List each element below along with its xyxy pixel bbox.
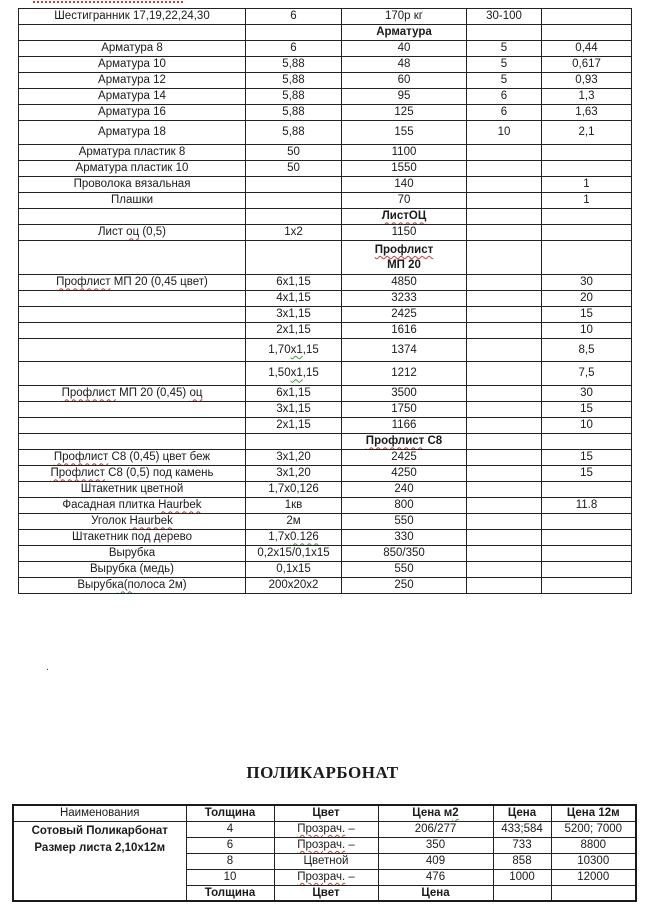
table-row <box>19 41 632 57</box>
polycarbonate-table <box>12 804 637 902</box>
table-cell: 4250 <box>342 466 467 482</box>
table-cell: 1,3 <box>542 89 632 105</box>
table-cell <box>342 209 467 225</box>
table-cell <box>19 578 246 594</box>
table-cell: 5 <box>467 57 542 73</box>
table-row <box>13 805 636 821</box>
table-cell <box>467 514 542 530</box>
table-cell: 2м <box>246 514 342 530</box>
cell-text: Haurbek <box>129 515 173 528</box>
table-cell: 30-100 <box>467 9 542 25</box>
table-cell <box>246 209 342 225</box>
cell-text: Наименования <box>59 807 140 820</box>
cell-text: Прозрач. <box>297 838 346 851</box>
table-cell: 330 <box>342 530 467 546</box>
table-cell <box>19 434 246 450</box>
table-cell: Арматура пластик 10 <box>19 161 246 177</box>
table-cell: 6 <box>246 41 342 57</box>
table-row <box>19 9 632 25</box>
table-row <box>19 530 632 546</box>
cell-text: Haurbek <box>158 499 202 512</box>
table-cell: 3233 <box>342 291 467 307</box>
table-cell: 15 <box>542 450 632 466</box>
table-cell: 1кв <box>246 498 342 514</box>
table-cell <box>493 885 551 901</box>
table-cell <box>551 885 636 901</box>
table-cell <box>467 386 542 402</box>
table-cell: 2х1,15 <box>246 418 342 434</box>
table-cell: 15 <box>542 402 632 418</box>
table-cell <box>467 450 542 466</box>
table-cell <box>246 434 342 450</box>
table-cell <box>246 193 342 209</box>
table-cell: 10 <box>542 418 632 434</box>
table-cell <box>467 498 542 514</box>
table-cell: 140 <box>342 177 467 193</box>
cell-text: (0,5) <box>139 226 166 239</box>
table-cell: 4 <box>186 821 274 837</box>
table-cell: Проволока вязальная <box>19 177 246 193</box>
cell-text: Фасадная плитка <box>62 499 159 512</box>
table-row <box>19 25 632 41</box>
table-cell: 3х1,15 <box>246 307 342 323</box>
table-cell: 550 <box>342 514 467 530</box>
table-cell: 4х1,15 <box>246 291 342 307</box>
table-cell: 70 <box>342 193 467 209</box>
table-cell: 1550 <box>342 161 467 177</box>
table-cell: 6 <box>186 837 274 853</box>
table-cell: 2425 <box>342 450 467 466</box>
table-cell: 250 <box>342 578 467 594</box>
table-cell: 60 <box>342 73 467 89</box>
table-cell <box>246 241 342 275</box>
table-cell: 12000 <box>551 869 636 885</box>
table-cell: 5,88 <box>246 73 342 89</box>
table-row <box>19 434 632 450</box>
table-cell <box>467 291 542 307</box>
table-cell <box>19 339 246 362</box>
table-cell <box>19 498 246 514</box>
cell-text: Профлист <box>50 467 105 480</box>
table-cell: 7,5 <box>542 362 632 386</box>
table-row <box>19 578 632 594</box>
table-cell: Арматура 12 <box>19 73 246 89</box>
table-cell <box>19 275 246 291</box>
cell-text: – <box>345 838 355 851</box>
cell-text: Сотовый Поликарбонат <box>31 824 168 837</box>
table-cell: Арматура 8 <box>19 41 246 57</box>
table-row <box>19 57 632 73</box>
table-cell: 550 <box>342 562 467 578</box>
cell-text: Профлист <box>56 276 111 289</box>
table-row <box>19 339 632 362</box>
table-cell <box>467 402 542 418</box>
table-cell <box>467 362 542 386</box>
cell-text: С8 <box>424 435 443 448</box>
cell-text: 1,7х <box>268 531 290 544</box>
table-cell <box>542 578 632 594</box>
table-cell: 6х1,15 <box>246 275 342 291</box>
table-cell: 6 <box>467 89 542 105</box>
table-cell <box>467 145 542 161</box>
table-cell: 1 <box>542 177 632 193</box>
cell-text: Уголок <box>91 515 130 528</box>
table-cell: Плашки <box>19 193 246 209</box>
table-cell <box>467 209 542 225</box>
table-cell <box>542 514 632 530</box>
table-cell: Арматура 18 <box>19 121 246 145</box>
table-row <box>19 450 632 466</box>
table-cell: 50 <box>246 161 342 177</box>
table-cell: 10 <box>542 323 632 339</box>
table-cell: Цветной <box>274 853 378 869</box>
table-cell <box>542 161 632 177</box>
table-cell <box>246 25 342 41</box>
table-cell: 5,88 <box>246 105 342 121</box>
table-row <box>19 514 632 530</box>
table-cell: 5,88 <box>246 121 342 145</box>
page-title: ПОЛИКАРБОНАТ <box>246 763 399 782</box>
table-cell: 733 <box>493 837 551 853</box>
table-cell <box>378 805 493 821</box>
table-cell: 350 <box>378 837 493 853</box>
table-cell: 409 <box>378 853 493 869</box>
table-cell: 1750 <box>342 402 467 418</box>
table-cell <box>542 25 632 41</box>
table-cell: 1374 <box>342 339 467 362</box>
table-cell <box>19 514 246 530</box>
table-cell: Штакетник под дерево <box>19 530 246 546</box>
table-cell: 3х1,15 <box>246 402 342 418</box>
table-cell: Арматура 10 <box>19 57 246 73</box>
cell-text: Толщина <box>204 886 256 899</box>
table-cell <box>467 434 542 450</box>
table-cell: 1212 <box>342 362 467 386</box>
table-cell <box>467 275 542 291</box>
table-cell: 240 <box>342 482 467 498</box>
table-cell <box>246 339 342 362</box>
cell-text: Прозрач. <box>297 870 346 883</box>
table-cell: 1,63 <box>542 105 632 121</box>
table-cell: 50 <box>246 145 342 161</box>
table-cell: 1х2 <box>246 225 342 241</box>
cell-text: х1 <box>290 343 303 356</box>
cell-text: Арматура <box>376 26 432 39</box>
table-cell: 476 <box>378 869 493 885</box>
table-row <box>19 291 632 307</box>
merged-name-cell <box>13 821 186 901</box>
table-row <box>19 546 632 562</box>
table-cell: 1100 <box>342 145 467 161</box>
table-row <box>19 498 632 514</box>
table-cell <box>467 339 542 362</box>
table-cell <box>542 9 632 25</box>
table-cell <box>274 821 378 837</box>
table-cell: 858 <box>493 853 551 869</box>
table-cell <box>467 562 542 578</box>
table-cell: 1150 <box>342 225 467 241</box>
table-row <box>19 323 632 339</box>
table-cell: 1 <box>542 193 632 209</box>
table-cell: 10 <box>186 869 274 885</box>
cell-text: Профлист <box>53 451 109 464</box>
table-cell <box>19 362 246 386</box>
table-cell <box>246 530 342 546</box>
cell-text: Цена <box>507 807 537 820</box>
cell-text: МП 20 <box>387 258 421 271</box>
table-cell <box>19 241 246 275</box>
table-cell <box>467 466 542 482</box>
table-cell <box>19 25 246 41</box>
table-cell: Арматура 14 <box>19 89 246 105</box>
cell-text: Профлист <box>365 435 425 448</box>
table-cell: 0,1х15 <box>246 562 342 578</box>
cell-text: С8 (0,5) под камень <box>104 467 214 480</box>
table-cell: 0,2х15/0,1х15 <box>246 546 342 562</box>
table-row <box>19 225 632 241</box>
table-cell: Арматура пластик 8 <box>19 145 246 161</box>
table-cell <box>19 418 246 434</box>
table-row <box>19 386 632 402</box>
table-cell: 5 <box>467 73 542 89</box>
cell-text: Цвет <box>312 807 340 820</box>
table-cell: Арматура 16 <box>19 105 246 121</box>
table-cell: 10300 <box>551 853 636 869</box>
table-cell <box>467 241 542 275</box>
table-row <box>19 275 632 291</box>
table-cell <box>19 466 246 482</box>
cell-text: Толщина <box>204 807 256 820</box>
table-cell: 3х1,20 <box>246 466 342 482</box>
table-row <box>19 241 632 275</box>
cell-text: 1,70 <box>268 343 291 356</box>
table-cell: 20 <box>542 291 632 307</box>
table-cell <box>342 434 467 450</box>
table-cell <box>467 546 542 562</box>
table-cell <box>467 177 542 193</box>
table-cell <box>542 482 632 498</box>
cell-text: а(п <box>117 579 134 592</box>
cell-text: С8 (0,45) цвет беж <box>108 451 211 464</box>
table-row <box>19 562 632 578</box>
table-cell: 3х1,20 <box>246 450 342 466</box>
table-row <box>19 73 632 89</box>
table-cell: 15 <box>542 307 632 323</box>
table-cell: Вырубка <box>19 546 246 562</box>
table-cell: 5200; 7000 <box>551 821 636 837</box>
table-row <box>19 418 632 434</box>
table-row <box>19 121 632 145</box>
table-cell <box>467 578 542 594</box>
table-cell: 3500 <box>342 386 467 402</box>
cell-text: 0.126 <box>289 531 319 544</box>
cell-text: Цена <box>421 886 450 899</box>
cell-text: х1 <box>290 367 303 380</box>
stray-period: . <box>46 661 50 673</box>
table-cell <box>274 805 378 821</box>
table-cell: 6 <box>467 105 542 121</box>
table-cell: 155 <box>342 121 467 145</box>
table-cell: 800 <box>342 498 467 514</box>
cell-text: Профлист <box>61 387 116 400</box>
table-cell <box>19 209 246 225</box>
cell-text: 1,50 <box>268 367 291 380</box>
table-cell: 11.8 <box>542 498 632 514</box>
table-row <box>19 209 632 225</box>
table-cell: 1,7х0,126 <box>246 482 342 498</box>
table-cell: 0,44 <box>542 41 632 57</box>
cell-text: 2 <box>452 807 459 820</box>
table-cell <box>19 307 246 323</box>
table-cell: 95 <box>342 89 467 105</box>
table-cell: 5,88 <box>246 89 342 105</box>
cell-text: Цена 12м <box>566 807 620 820</box>
table-cell: 5,88 <box>246 57 342 73</box>
table-cell <box>274 837 378 853</box>
table-cell <box>19 323 246 339</box>
table-cell: 48 <box>342 57 467 73</box>
table-cell <box>274 869 378 885</box>
table-cell <box>542 434 632 450</box>
table-row <box>19 105 632 121</box>
table-row <box>19 89 632 105</box>
table-cell: Вырубка (медь) <box>19 562 246 578</box>
cell-text: Профлист <box>374 244 434 257</box>
table-cell: 0,93 <box>542 73 632 89</box>
table-cell: 1616 <box>342 323 467 339</box>
table-row <box>19 193 632 209</box>
table-cell <box>342 241 467 275</box>
table-cell: 125 <box>342 105 467 121</box>
cell-text: ,15 <box>302 367 319 380</box>
table-cell: 200х20х2 <box>246 578 342 594</box>
cell-text: ЛистОЦ <box>381 210 427 223</box>
table-row <box>13 821 636 837</box>
table-cell: 850/350 <box>342 546 467 562</box>
table-cell: 2х1,15 <box>246 323 342 339</box>
table-cell <box>467 225 542 241</box>
table-cell: Штакетник цветной <box>19 482 246 498</box>
table-cell <box>493 805 551 821</box>
table-cell <box>274 885 378 901</box>
table-cell <box>542 530 632 546</box>
table-cell <box>467 307 542 323</box>
table-cell: 1166 <box>342 418 467 434</box>
table-cell <box>19 402 246 418</box>
cell-text: – <box>345 822 355 835</box>
table-cell <box>246 177 342 193</box>
table-row <box>19 402 632 418</box>
table-cell <box>467 193 542 209</box>
table-cell: 30 <box>542 386 632 402</box>
table-cell <box>542 241 632 275</box>
table-cell <box>542 225 632 241</box>
table-row <box>19 177 632 193</box>
table-cell: 15 <box>542 466 632 482</box>
table-cell: 1000 <box>493 869 551 885</box>
cell-text: МП 20 (0,45 цвет) <box>110 276 208 289</box>
cell-text: Цвет <box>312 886 340 899</box>
table-cell: 2425 <box>342 307 467 323</box>
table-cell: 8 <box>186 853 274 869</box>
cell-text: олоса 2м) <box>133 579 187 592</box>
table-cell: Шестигранник 17,19,22,24,30 <box>19 9 246 25</box>
table-cell <box>19 386 246 402</box>
table-cell: 30 <box>542 275 632 291</box>
table-cell: 5 <box>467 41 542 57</box>
table-cell: 6 <box>246 9 342 25</box>
cell-text: оц <box>126 226 140 239</box>
table-cell <box>542 145 632 161</box>
cell-text: Вырубк <box>77 579 118 592</box>
table-cell <box>186 805 274 821</box>
table-row <box>19 482 632 498</box>
table-cell: 10 <box>467 121 542 145</box>
table-row <box>19 161 632 177</box>
table-cell: 6х1,15 <box>246 386 342 402</box>
table-cell <box>551 805 636 821</box>
table-cell: 206/277 <box>378 821 493 837</box>
cell-text: Размер листа 2,10х12м <box>34 841 166 854</box>
table-cell <box>19 450 246 466</box>
cell-text: Лист <box>97 226 127 239</box>
table-row <box>19 362 632 386</box>
cell-text: МП 20 (0,45) <box>115 387 190 400</box>
table-cell <box>246 362 342 386</box>
table-cell <box>467 482 542 498</box>
cell-text: – <box>345 870 355 883</box>
table-cell: 2,1 <box>542 121 632 145</box>
table-cell <box>467 418 542 434</box>
table-cell <box>19 291 246 307</box>
table-cell <box>13 805 186 821</box>
table-cell <box>467 323 542 339</box>
table-cell <box>186 885 274 901</box>
table-cell <box>467 530 542 546</box>
table-cell <box>19 225 246 241</box>
table-cell: 8,5 <box>542 339 632 362</box>
table-cell <box>467 25 542 41</box>
table-row <box>19 466 632 482</box>
table-cell: 170р кг <box>342 9 467 25</box>
table-cell <box>542 209 632 225</box>
table-cell: 0,617 <box>542 57 632 73</box>
table-cell <box>378 885 493 901</box>
price-table <box>18 8 632 594</box>
cutoff-spellcheck-squiggle <box>33 1 183 3</box>
table-cell: 433;584 <box>493 821 551 837</box>
table-cell <box>542 546 632 562</box>
table-cell: 8800 <box>551 837 636 853</box>
cell-text: Прозрач. <box>297 822 346 835</box>
table-cell: 40 <box>342 41 467 57</box>
table-cell: 4850 <box>342 275 467 291</box>
cell-text: оц <box>189 387 203 400</box>
cell-text: Цена м <box>412 807 453 820</box>
table-cell <box>342 25 467 41</box>
cell-text: ,15 <box>302 343 319 356</box>
table-row <box>19 307 632 323</box>
table-cell <box>542 562 632 578</box>
table-cell <box>467 161 542 177</box>
table-row <box>19 145 632 161</box>
